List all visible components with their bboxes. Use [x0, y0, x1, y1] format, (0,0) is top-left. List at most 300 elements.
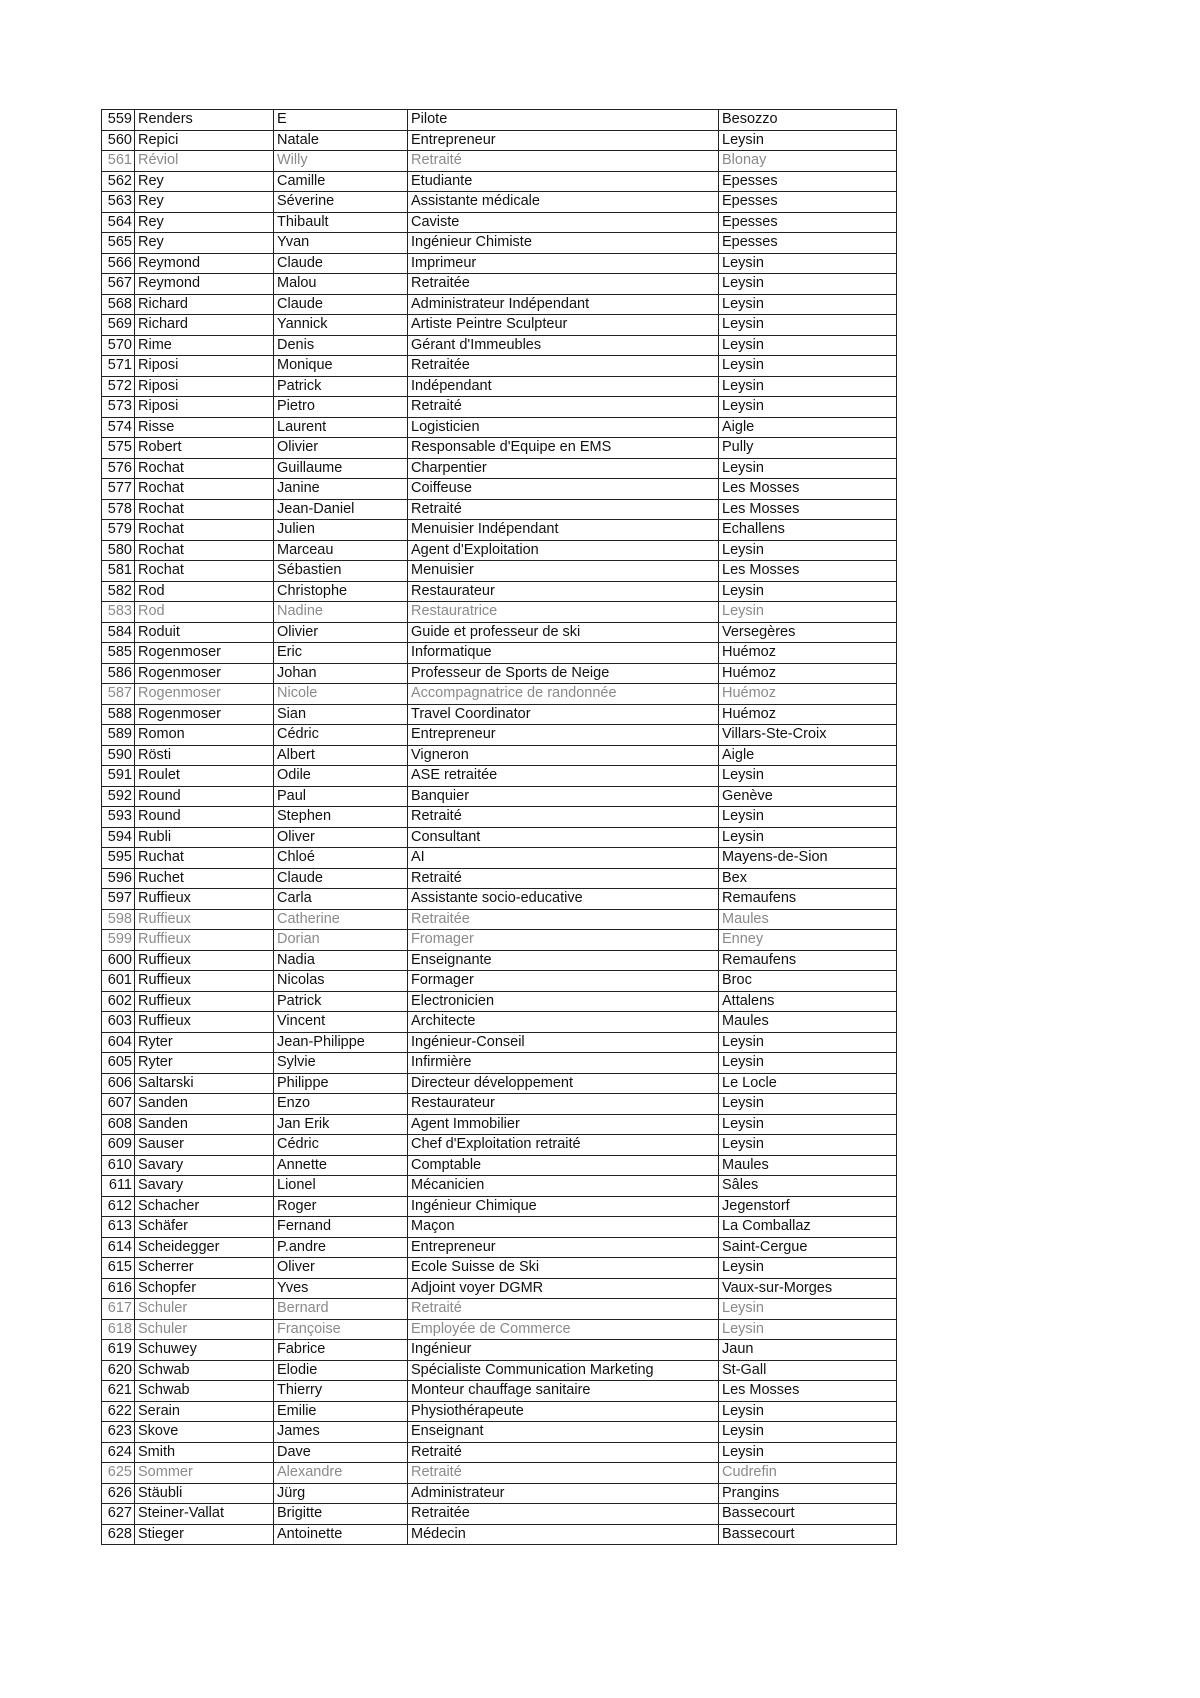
occupation-cell: Monteur chauffage sanitaire — [408, 1381, 719, 1402]
occupation-cell: Directeur développement — [408, 1073, 719, 1094]
first-name-cell: Paul — [274, 786, 408, 807]
row-number-cell: 576 — [102, 458, 135, 479]
occupation-cell: Enseignante — [408, 950, 719, 971]
locality-cell: Leysin — [719, 1422, 897, 1443]
last-name-cell: Stieger — [135, 1524, 274, 1545]
table-row — [102, 356, 897, 377]
row-number-cell: 625 — [102, 1463, 135, 1484]
row-number-cell: 601 — [102, 971, 135, 992]
row-number-cell: 619 — [102, 1340, 135, 1361]
first-name-cell: Antoinette — [274, 1524, 408, 1545]
last-name-cell: Sanden — [135, 1114, 274, 1135]
table-row — [102, 417, 897, 438]
table-row — [102, 315, 897, 336]
table-row — [102, 458, 897, 479]
table-row — [102, 335, 897, 356]
first-name-cell: Cédric — [274, 1135, 408, 1156]
first-name-cell: Albert — [274, 745, 408, 766]
first-name-cell: Oliver — [274, 1258, 408, 1279]
table-row — [102, 1381, 897, 1402]
table-row — [102, 950, 897, 971]
row-number-cell: 573 — [102, 397, 135, 418]
row-number-cell: 611 — [102, 1176, 135, 1197]
row-number-cell: 563 — [102, 192, 135, 213]
row-number-cell: 587 — [102, 684, 135, 705]
last-name-cell: Schuler — [135, 1319, 274, 1340]
locality-cell: Pully — [719, 438, 897, 459]
last-name-cell: Sanden — [135, 1094, 274, 1115]
table-row — [102, 294, 897, 315]
last-name-cell: Rey — [135, 233, 274, 254]
locality-cell: Leysin — [719, 807, 897, 828]
locality-cell: St-Gall — [719, 1360, 897, 1381]
occupation-cell: Architecte — [408, 1012, 719, 1033]
last-name-cell: Schwab — [135, 1381, 274, 1402]
first-name-cell: Catherine — [274, 909, 408, 930]
locality-cell: Leysin — [719, 1299, 897, 1320]
locality-cell: Enney — [719, 930, 897, 951]
first-name-cell: Jan Erik — [274, 1114, 408, 1135]
table-row — [102, 1237, 897, 1258]
row-number-cell: 591 — [102, 766, 135, 787]
locality-cell: Broc — [719, 971, 897, 992]
occupation-cell: Spécialiste Communication Marketing — [408, 1360, 719, 1381]
first-name-cell: Julien — [274, 520, 408, 541]
occupation-cell: Physiothérapeute — [408, 1401, 719, 1422]
table-row — [102, 274, 897, 295]
occupation-cell: Formager — [408, 971, 719, 992]
locality-cell: Prangins — [719, 1483, 897, 1504]
locality-cell: Leysin — [719, 1094, 897, 1115]
table-row — [102, 1299, 897, 1320]
last-name-cell: Scherrer — [135, 1258, 274, 1279]
locality-cell: Vaux-sur-Morges — [719, 1278, 897, 1299]
locality-cell: Leysin — [719, 540, 897, 561]
occupation-cell: Retraitée — [408, 909, 719, 930]
locality-cell: Mayens-de-Sion — [719, 848, 897, 869]
occupation-cell: Retraité — [408, 807, 719, 828]
locality-cell: Jaun — [719, 1340, 897, 1361]
locality-cell: Maules — [719, 1155, 897, 1176]
occupation-cell: Accompagnatrice de randonnée — [408, 684, 719, 705]
table-row — [102, 1217, 897, 1238]
last-name-cell: Rochat — [135, 499, 274, 520]
occupation-cell: Menuisier — [408, 561, 719, 582]
occupation-cell: Responsable d'Equipe en EMS — [408, 438, 719, 459]
row-number-cell: 615 — [102, 1258, 135, 1279]
table-row — [102, 725, 897, 746]
occupation-cell: Assistante socio-educative — [408, 889, 719, 910]
table-row — [102, 602, 897, 623]
member-table-body — [102, 110, 897, 1545]
locality-cell: Les Mosses — [719, 499, 897, 520]
locality-cell: Leysin — [719, 1053, 897, 1074]
occupation-cell: Caviste — [408, 212, 719, 233]
last-name-cell: Riposi — [135, 376, 274, 397]
locality-cell: Aigle — [719, 417, 897, 438]
occupation-cell: Entrepreneur — [408, 1237, 719, 1258]
table-row — [102, 171, 897, 192]
locality-cell: Leysin — [719, 458, 897, 479]
last-name-cell: Rubli — [135, 827, 274, 848]
first-name-cell: Odile — [274, 766, 408, 787]
row-number-cell: 616 — [102, 1278, 135, 1299]
table-row — [102, 110, 897, 131]
table-row — [102, 807, 897, 828]
row-number-cell: 621 — [102, 1381, 135, 1402]
first-name-cell: Françoise — [274, 1319, 408, 1340]
locality-cell: Epesses — [719, 212, 897, 233]
locality-cell: Bex — [719, 868, 897, 889]
first-name-cell: Bernard — [274, 1299, 408, 1320]
row-number-cell: 600 — [102, 950, 135, 971]
first-name-cell: Roger — [274, 1196, 408, 1217]
row-number-cell: 597 — [102, 889, 135, 910]
row-number-cell: 570 — [102, 335, 135, 356]
last-name-cell: Round — [135, 807, 274, 828]
table-row — [102, 581, 897, 602]
last-name-cell: Rochat — [135, 479, 274, 500]
first-name-cell: Christophe — [274, 581, 408, 602]
locality-cell: Epesses — [719, 171, 897, 192]
member-table — [101, 109, 897, 1545]
last-name-cell: Rochat — [135, 540, 274, 561]
last-name-cell: Rochat — [135, 520, 274, 541]
last-name-cell: Stäubli — [135, 1483, 274, 1504]
table-row — [102, 848, 897, 869]
locality-cell: Leysin — [719, 274, 897, 295]
first-name-cell: Johan — [274, 663, 408, 684]
locality-cell: Echallens — [719, 520, 897, 541]
locality-cell: Leysin — [719, 581, 897, 602]
last-name-cell: Rey — [135, 212, 274, 233]
locality-cell: Leysin — [719, 315, 897, 336]
locality-cell: Cudrefin — [719, 1463, 897, 1484]
locality-cell: Besozzo — [719, 110, 897, 131]
occupation-cell: Infirmière — [408, 1053, 719, 1074]
last-name-cell: Roduit — [135, 622, 274, 643]
first-name-cell: Monique — [274, 356, 408, 377]
locality-cell: Bassecourt — [719, 1504, 897, 1525]
table-row — [102, 1196, 897, 1217]
occupation-cell: Professeur de Sports de Neige — [408, 663, 719, 684]
last-name-cell: Schopfer — [135, 1278, 274, 1299]
first-name-cell: Enzo — [274, 1094, 408, 1115]
occupation-cell: Retraité — [408, 151, 719, 172]
last-name-cell: Ruffieux — [135, 971, 274, 992]
first-name-cell: Janine — [274, 479, 408, 500]
occupation-cell: Retraité — [408, 499, 719, 520]
row-number-cell: 566 — [102, 253, 135, 274]
first-name-cell: Sébastien — [274, 561, 408, 582]
table-row — [102, 479, 897, 500]
table-row — [102, 745, 897, 766]
occupation-cell: Coiffeuse — [408, 479, 719, 500]
occupation-cell: Retraitée — [408, 356, 719, 377]
occupation-cell: Restauratrice — [408, 602, 719, 623]
row-number-cell: 610 — [102, 1155, 135, 1176]
row-number-cell: 614 — [102, 1237, 135, 1258]
first-name-cell: Nadine — [274, 602, 408, 623]
row-number-cell: 617 — [102, 1299, 135, 1320]
row-number-cell: 578 — [102, 499, 135, 520]
locality-cell: Bassecourt — [719, 1524, 897, 1545]
row-number-cell: 604 — [102, 1032, 135, 1053]
table-row — [102, 1258, 897, 1279]
occupation-cell: AI — [408, 848, 719, 869]
row-number-cell: 612 — [102, 1196, 135, 1217]
last-name-cell: Rey — [135, 171, 274, 192]
table-row — [102, 622, 897, 643]
first-name-cell: Yannick — [274, 315, 408, 336]
locality-cell: Saint-Cergue — [719, 1237, 897, 1258]
first-name-cell: Camille — [274, 171, 408, 192]
locality-cell: Leysin — [719, 253, 897, 274]
occupation-cell: Retraité — [408, 1463, 719, 1484]
first-name-cell: Oliver — [274, 827, 408, 848]
first-name-cell: Yves — [274, 1278, 408, 1299]
last-name-cell: Riposi — [135, 397, 274, 418]
table-row — [102, 1483, 897, 1504]
occupation-cell: Etudiante — [408, 171, 719, 192]
last-name-cell: Serain — [135, 1401, 274, 1422]
last-name-cell: Rogenmoser — [135, 704, 274, 725]
locality-cell: Blonay — [719, 151, 897, 172]
occupation-cell: Agent d'Exploitation — [408, 540, 719, 561]
row-number-cell: 623 — [102, 1422, 135, 1443]
first-name-cell: Nadia — [274, 950, 408, 971]
row-number-cell: 594 — [102, 827, 135, 848]
first-name-cell: Chloé — [274, 848, 408, 869]
last-name-cell: Rochat — [135, 458, 274, 479]
row-number-cell: 571 — [102, 356, 135, 377]
locality-cell: Maules — [719, 1012, 897, 1033]
table-row — [102, 1319, 897, 1340]
occupation-cell: Retraitée — [408, 1504, 719, 1525]
first-name-cell: Sian — [274, 704, 408, 725]
occupation-cell: Artiste Peintre Sculpteur — [408, 315, 719, 336]
last-name-cell: Rogenmoser — [135, 643, 274, 664]
row-number-cell: 581 — [102, 561, 135, 582]
last-name-cell: Schuwey — [135, 1340, 274, 1361]
occupation-cell: Indépendant — [408, 376, 719, 397]
first-name-cell: Pietro — [274, 397, 408, 418]
first-name-cell: Guillaume — [274, 458, 408, 479]
locality-cell: Huémoz — [719, 663, 897, 684]
occupation-cell: Imprimeur — [408, 253, 719, 274]
last-name-cell: Scheidegger — [135, 1237, 274, 1258]
table-row — [102, 786, 897, 807]
locality-cell: Jegenstorf — [719, 1196, 897, 1217]
occupation-cell: Fromager — [408, 930, 719, 951]
row-number-cell: 602 — [102, 991, 135, 1012]
occupation-cell: Administrateur — [408, 1483, 719, 1504]
locality-cell: Leysin — [719, 1032, 897, 1053]
occupation-cell: Charpentier — [408, 458, 719, 479]
last-name-cell: Round — [135, 786, 274, 807]
table-row — [102, 827, 897, 848]
occupation-cell: Retraité — [408, 868, 719, 889]
first-name-cell: Alexandre — [274, 1463, 408, 1484]
table-row — [102, 1114, 897, 1135]
row-number-cell: 592 — [102, 786, 135, 807]
first-name-cell: Denis — [274, 335, 408, 356]
locality-cell: Leysin — [719, 1135, 897, 1156]
locality-cell: La Comballaz — [719, 1217, 897, 1238]
table-row — [102, 438, 897, 459]
last-name-cell: Richard — [135, 294, 274, 315]
locality-cell: Remaufens — [719, 889, 897, 910]
row-number-cell: 561 — [102, 151, 135, 172]
first-name-cell: Nicolas — [274, 971, 408, 992]
row-number-cell: 593 — [102, 807, 135, 828]
table-row — [102, 909, 897, 930]
row-number-cell: 606 — [102, 1073, 135, 1094]
last-name-cell: Ryter — [135, 1053, 274, 1074]
occupation-cell: Travel Coordinator — [408, 704, 719, 725]
table-row — [102, 643, 897, 664]
table-row — [102, 1360, 897, 1381]
table-row — [102, 1176, 897, 1197]
locality-cell: Leysin — [719, 1442, 897, 1463]
last-name-cell: Risse — [135, 417, 274, 438]
first-name-cell: Cédric — [274, 725, 408, 746]
first-name-cell: Vincent — [274, 1012, 408, 1033]
table-row — [102, 1155, 897, 1176]
last-name-cell: Ruffieux — [135, 950, 274, 971]
first-name-cell: James — [274, 1422, 408, 1443]
occupation-cell: Guide et professeur de ski — [408, 622, 719, 643]
row-number-cell: 609 — [102, 1135, 135, 1156]
locality-cell: Leysin — [719, 376, 897, 397]
locality-cell: Huémoz — [719, 643, 897, 664]
first-name-cell: Marceau — [274, 540, 408, 561]
locality-cell: Aigle — [719, 745, 897, 766]
locality-cell: Remaufens — [719, 950, 897, 971]
first-name-cell: Claude — [274, 253, 408, 274]
first-name-cell: Olivier — [274, 622, 408, 643]
table-row — [102, 520, 897, 541]
first-name-cell: E — [274, 110, 408, 131]
first-name-cell: Nicole — [274, 684, 408, 705]
occupation-cell: Comptable — [408, 1155, 719, 1176]
occupation-cell: Médecin — [408, 1524, 719, 1545]
last-name-cell: Saltarski — [135, 1073, 274, 1094]
row-number-cell: 580 — [102, 540, 135, 561]
table-row — [102, 233, 897, 254]
locality-cell: Les Mosses — [719, 479, 897, 500]
occupation-cell: Pilote — [408, 110, 719, 131]
occupation-cell: Maçon — [408, 1217, 719, 1238]
row-number-cell: 589 — [102, 725, 135, 746]
last-name-cell: Rogenmoser — [135, 663, 274, 684]
last-name-cell: Smith — [135, 1442, 274, 1463]
row-number-cell: 622 — [102, 1401, 135, 1422]
locality-cell: Les Mosses — [719, 561, 897, 582]
row-number-cell: 583 — [102, 602, 135, 623]
last-name-cell: Sommer — [135, 1463, 274, 1484]
table-row — [102, 540, 897, 561]
first-name-cell: Dorian — [274, 930, 408, 951]
first-name-cell: Annette — [274, 1155, 408, 1176]
table-row — [102, 766, 897, 787]
last-name-cell: Riposi — [135, 356, 274, 377]
first-name-cell: Claude — [274, 294, 408, 315]
first-name-cell: Eric — [274, 643, 408, 664]
row-number-cell: 596 — [102, 868, 135, 889]
first-name-cell: Jean-Daniel — [274, 499, 408, 520]
occupation-cell: Gérant d'Immeubles — [408, 335, 719, 356]
row-number-cell: 577 — [102, 479, 135, 500]
table-row — [102, 1524, 897, 1545]
occupation-cell: Ingénieur-Conseil — [408, 1032, 719, 1053]
table-row — [102, 684, 897, 705]
last-name-cell: Rod — [135, 581, 274, 602]
last-name-cell: Rochat — [135, 561, 274, 582]
last-name-cell: Ruffieux — [135, 1012, 274, 1033]
table-row — [102, 1504, 897, 1525]
row-number-cell: 624 — [102, 1442, 135, 1463]
locality-cell: Leysin — [719, 1401, 897, 1422]
table-row — [102, 1053, 897, 1074]
locality-cell: Leysin — [719, 397, 897, 418]
last-name-cell: Ruchat — [135, 848, 274, 869]
locality-cell: Leysin — [719, 827, 897, 848]
row-number-cell: 564 — [102, 212, 135, 233]
first-name-cell: Claude — [274, 868, 408, 889]
row-number-cell: 607 — [102, 1094, 135, 1115]
first-name-cell: Natale — [274, 130, 408, 151]
last-name-cell: Renders — [135, 110, 274, 131]
table-row — [102, 1032, 897, 1053]
occupation-cell: Electronicien — [408, 991, 719, 1012]
table-row — [102, 1401, 897, 1422]
last-name-cell: Rösti — [135, 745, 274, 766]
table-row — [102, 1094, 897, 1115]
row-number-cell: 565 — [102, 233, 135, 254]
row-number-cell: 568 — [102, 294, 135, 315]
locality-cell: Genève — [719, 786, 897, 807]
first-name-cell: Elodie — [274, 1360, 408, 1381]
first-name-cell: Jean-Philippe — [274, 1032, 408, 1053]
last-name-cell: Ruffieux — [135, 889, 274, 910]
first-name-cell: Sylvie — [274, 1053, 408, 1074]
locality-cell: Leysin — [719, 294, 897, 315]
first-name-cell: P.andre — [274, 1237, 408, 1258]
table-row — [102, 971, 897, 992]
last-name-cell: Sauser — [135, 1135, 274, 1156]
row-number-cell: 562 — [102, 171, 135, 192]
occupation-cell: Restaurateur — [408, 581, 719, 602]
table-row — [102, 991, 897, 1012]
first-name-cell: Laurent — [274, 417, 408, 438]
last-name-cell: Réviol — [135, 151, 274, 172]
row-number-cell: 559 — [102, 110, 135, 131]
occupation-cell: Entrepreneur — [408, 130, 719, 151]
occupation-cell: Administrateur Indépendant — [408, 294, 719, 315]
table-row — [102, 253, 897, 274]
occupation-cell: Retraitée — [408, 274, 719, 295]
occupation-cell: Vigneron — [408, 745, 719, 766]
occupation-cell: Retraité — [408, 1442, 719, 1463]
occupation-cell: Mécanicien — [408, 1176, 719, 1197]
table-row — [102, 930, 897, 951]
first-name-cell: Carla — [274, 889, 408, 910]
locality-cell: Les Mosses — [719, 1381, 897, 1402]
first-name-cell: Emilie — [274, 1401, 408, 1422]
first-name-cell: Brigitte — [274, 1504, 408, 1525]
locality-cell: Leysin — [719, 130, 897, 151]
